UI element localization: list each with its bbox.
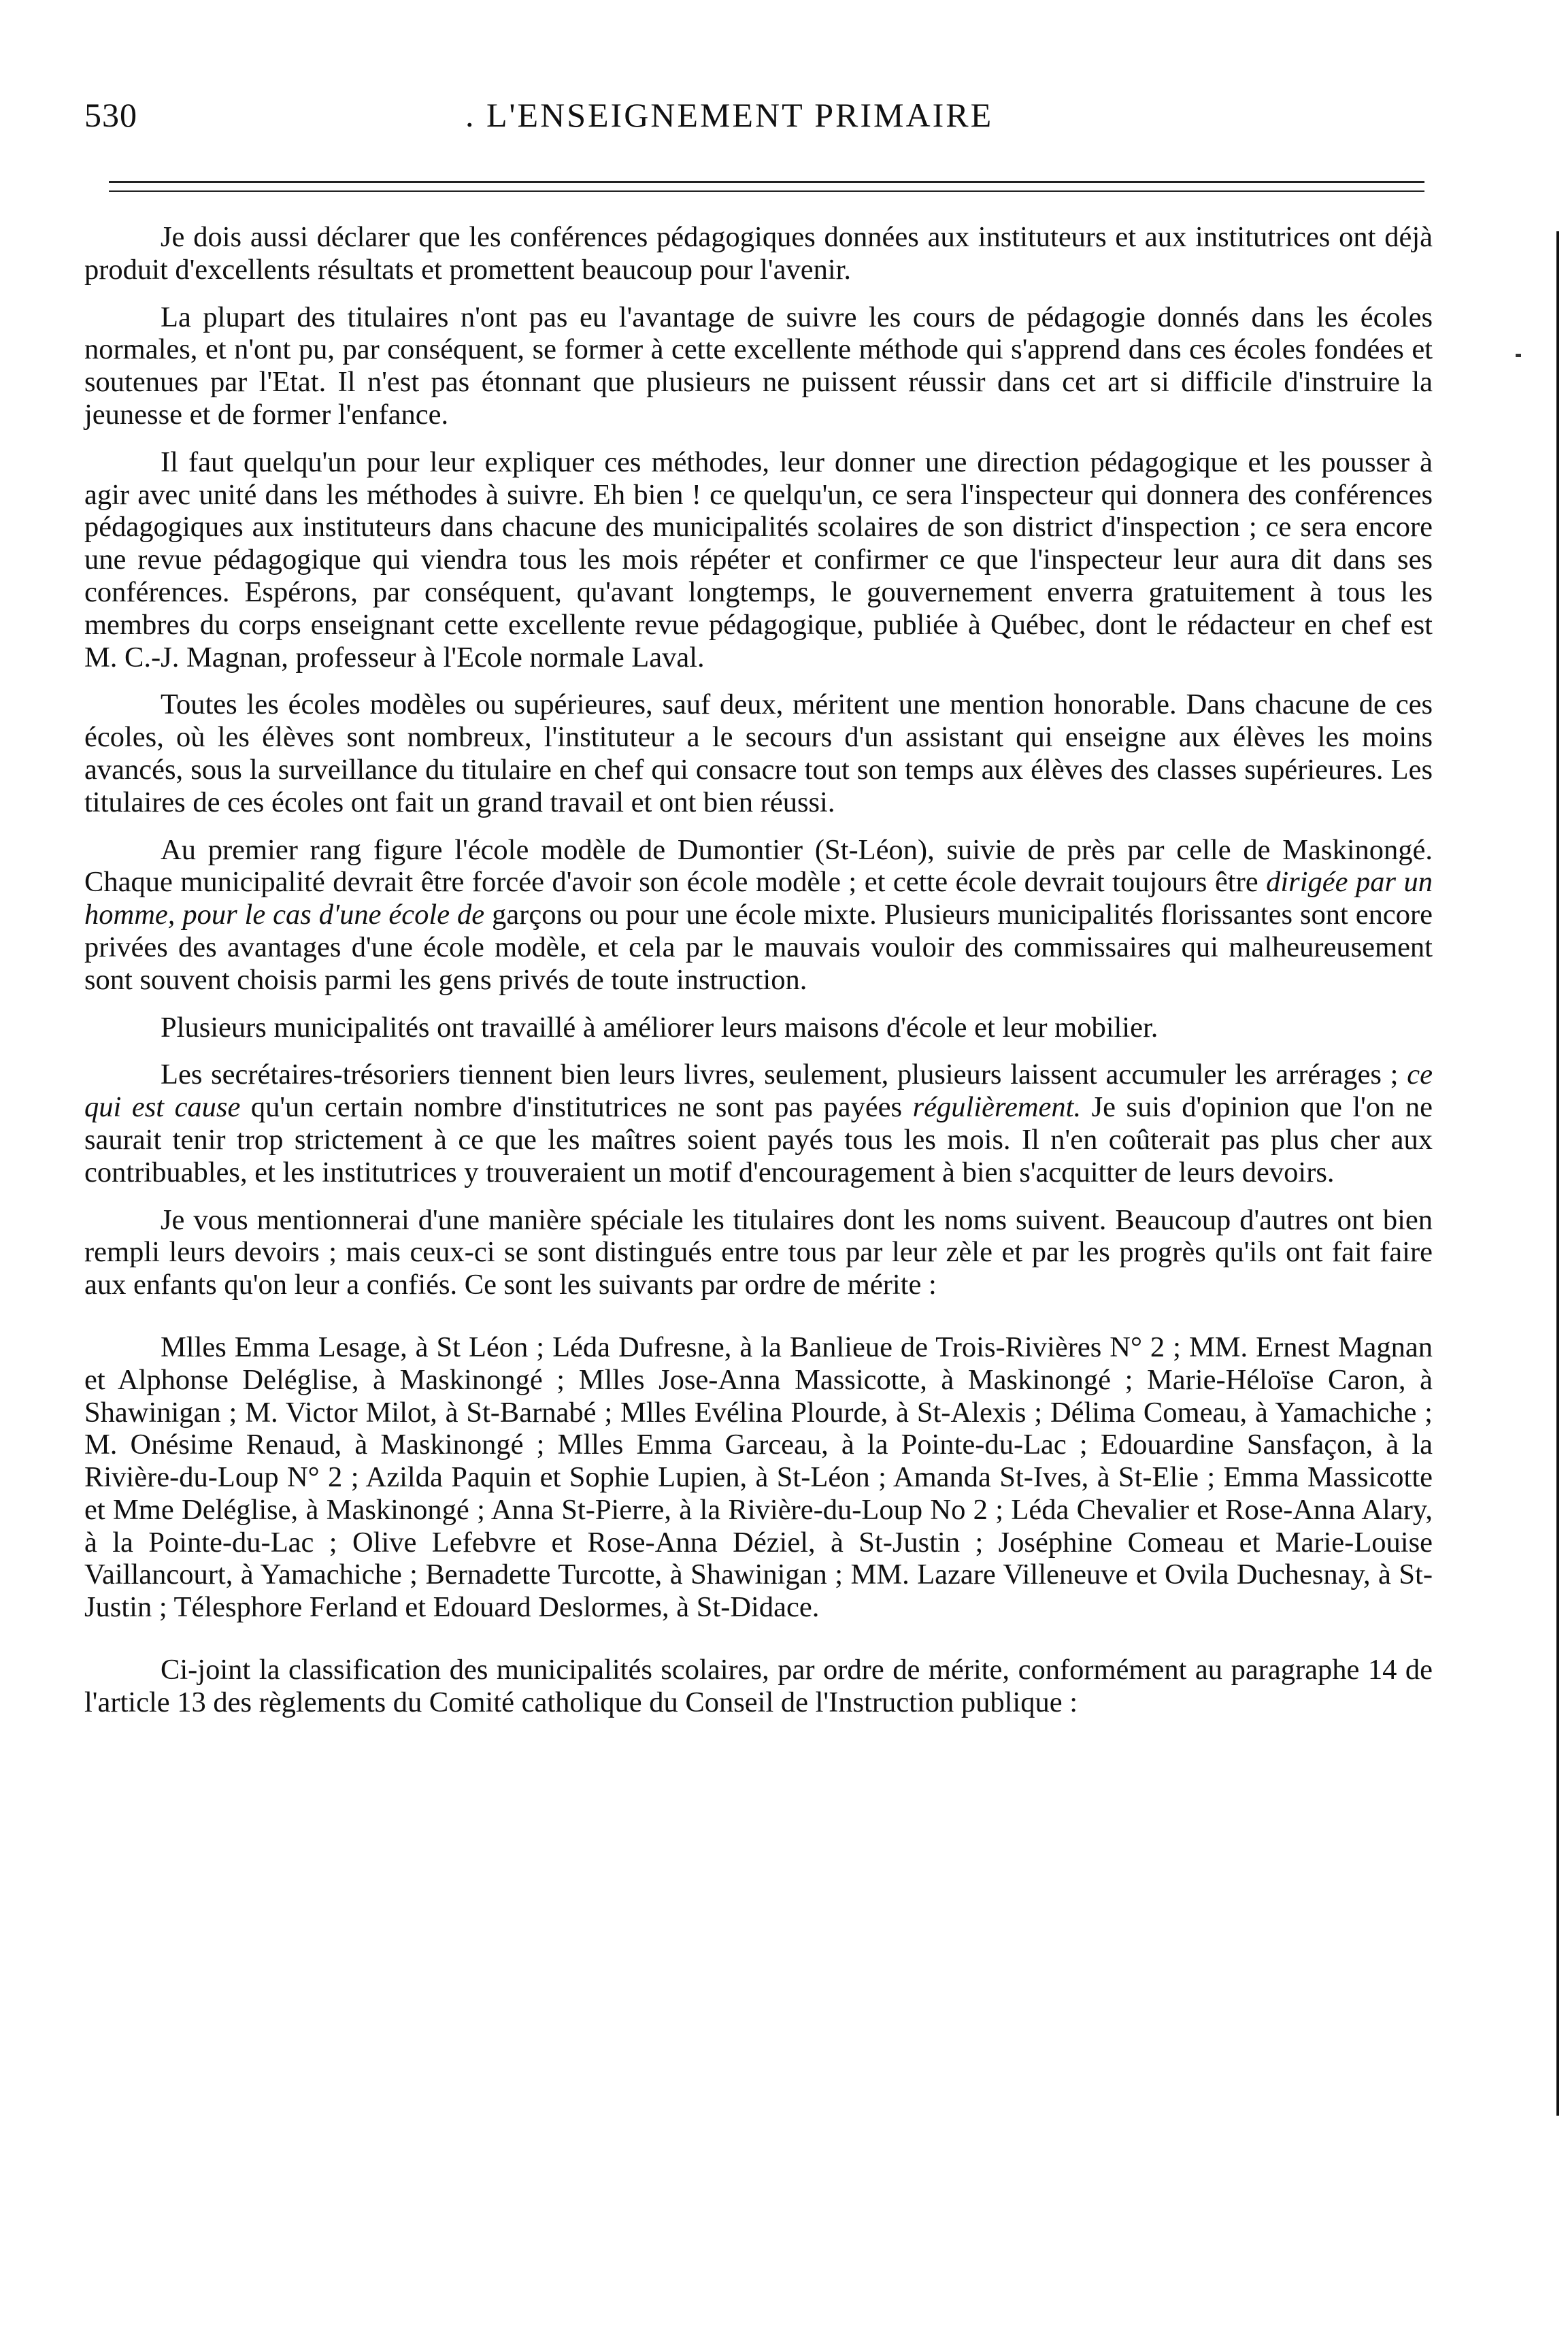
paragraph-2: La plupart des titulaires n'ont pas eu l'avantage de suivre les cours de pédagogie donnés dans les écoles normales, et n'ont pu, par conséquent, se former à cette excellente méthode qui s'apprend dans ces écoles fondées et soutenues par l'Etat. Il n'est pas étonnant que plusieurs ne puissent réussir dans cet art si difficile d'instruire la jeunesse et de former l'enfance. xyxy=(84,301,1433,431)
header-rule-bottom xyxy=(109,190,1424,192)
running-title: . L'ENSEIGNEMENT PRIMAIRE xyxy=(465,96,994,134)
paragraph-7-italic-b: régulièrement. xyxy=(912,1091,1082,1124)
paragraph-7 xyxy=(84,1059,1433,1188)
paragraph-7-italic-a: ce qui est cause xyxy=(84,1059,1433,1124)
paragraph-3: Il faut quelqu'un pour leur expliquer ces méthodes, leur donner une direction pédagogique et les pousser à agir avec unité dans les méthodes à suivre. Eh bien ! ce quelqu'un, ce sera l'inspecteur qui donnera des conférences pédagogiques aux instituteurs dans chacune des municipalités scolaires de son district d'inspection ; ce sera encore une revue pédagogique qui viendra tous les mois répéter et confirmer ce que l'inspecteur leur aura dit dans ses conférences. Espérons, par conséquent, qu'avant longtemps, le gouvernement enverra gratuitement à tous les membres du corps enseignant cette excellente revue pédagogique, publiée à Québec, dont le rédacteur en chef est M. C.-J. Magnan, professeur à l'Ecole normale Laval. xyxy=(84,446,1433,673)
paragraph-1: Je dois aussi déclarer que les conférences pédagogiques données aux instituteurs et aux institutrices ont déjà produit d'excellents résultats et promettent beaucoup pour l'avenir. xyxy=(84,221,1433,286)
paragraph-8: Je vous mentionnerai d'une manière spéciale les titulaires dont les noms suivent. Beaucoup d'autres ont bien rempli leurs devoirs ; mais ceux-ci se sont distingués entre tous par leur zèle et par les progrès qu'ils ont fait faire aux enfants qu'on leur a confiés. Ce sont les suivants par ordre de mérite : xyxy=(84,1203,1433,1301)
page-header xyxy=(84,95,1426,150)
paragraph-6: Plusieurs municipalités ont travaillé à améliorer leurs maisons d'école et leur mobilier. xyxy=(161,1011,1158,1044)
paragraph-7-text-c: Je suis d'opinion que l'on ne saurait tenir trop strictement à ce que les maîtres soient payés tous les mois. Il n'en coûterait pas plus cher aux contribuables, et les institutrices y trouveraient un motif d'encouragement à bien s'acquitter de leurs devoirs. xyxy=(84,1091,1433,1188)
paragraph-5-text-b: garçons ou pour une école mixte. Plusieurs municipalités florissantes sont encore privées des avantages d'une école modèle, et cela par le mauvais vouloir des commissaires qui malheureusement sont souvent choisis parmi les gens privés de toute instruction. xyxy=(84,899,1433,996)
paragraph-7-text-b: qu'un certain nombre d'institutrices ne sont pas payées xyxy=(240,1091,913,1124)
page-number: 530 xyxy=(84,96,137,134)
paragraph-7-text-a: Les secrétaires-trésoriers tiennent bien leurs livres, seulement, plusieurs laissent accumuler les arrérages ; xyxy=(161,1059,1407,1091)
paragraph-4: Toutes les écoles modèles ou supérieures, sauf deux, méritent une mention honorable. Dans chacune de ces écoles, où les élèves sont nombreux, l'instituteur a le secours d'un assistant qui enseigne aux élèves les moins avancés, sous la surveillance du titulaire en chef qui consacre tout son temps aux élèves des classes supérieures. Les titulaires de ces écoles ont fait un grand travail et ont bien réussi. xyxy=(84,688,1433,818)
paragraph-5 xyxy=(84,834,1433,997)
margin-bar xyxy=(1556,231,1559,2116)
paragraph-5-italic: dirigée par un homme, pour le cas d'une école de xyxy=(84,866,1433,931)
margin-mark xyxy=(1516,354,1521,357)
paragraph-5-text-a: Au premier rang figure l'école modèle de Dumontier (St-Léon), suivie de près par celle de Maskinongé. Chaque municipalité devrait être forcée d'avoir son école modèle ; et cette école devrait toujours être xyxy=(84,833,1433,899)
paragraph-10: Ci-joint la classification des municipalités scolaires, par ordre de mérite, conformément au paragraphe 14 de l'article 13 des règlements du Comité catholique du Conseil de l'Instruction publique : xyxy=(84,1654,1433,1718)
body-text xyxy=(84,221,1433,1719)
header-rule-top xyxy=(109,181,1424,183)
paragraph-9: Mlles Emma Lesage, à St Léon ; Léda Dufresne, à la Banlieue de Trois-Rivières N° 2 ; MM. Ernest Magnan et Alphonse Deléglise, à Maskinongé ; Mlles Jose-Anna Massicotte, à Maskinongé ; Marie-Héloïse Caron, à Shawinigan ; M. Victor Milot, à St-Barnabé ; Mlles Evélina Plourde, à St-Alexis ; Délima Comeau, à Yamachiche ; M. Onésime Renaud, à Maskinongé ; Mlles Emma Garceau, à la Pointe-du-Lac ; Edouardine Sansfaçon, à la Rivière-du-Loup N° 2 ; Azilda Paquin et Sophie Lupien, à St-Léon ; Amanda St-Ives, à St-Elie ; Emma Massicotte et Mme Deléglise, à Maskinongé ; Anna St-Pierre, à la Rivière-du-Loup No 2 ; Léda Chevalier et Rose-Anna Alary, à la Pointe-du-Lac ; Olive Lefebvre et Rose-Anna Déziel, à St-Justin ; Joséphine Comeau et Marie-Louise Vaillancourt, à Yamachiche ; Bernadette Turcotte, à Shawinigan ; MM. Lazare Villeneuve et Ovila Duchesnay, à St-Justin ; Télesphore Ferland et Edouard Deslormes, à St-Didace. xyxy=(84,1331,1433,1624)
